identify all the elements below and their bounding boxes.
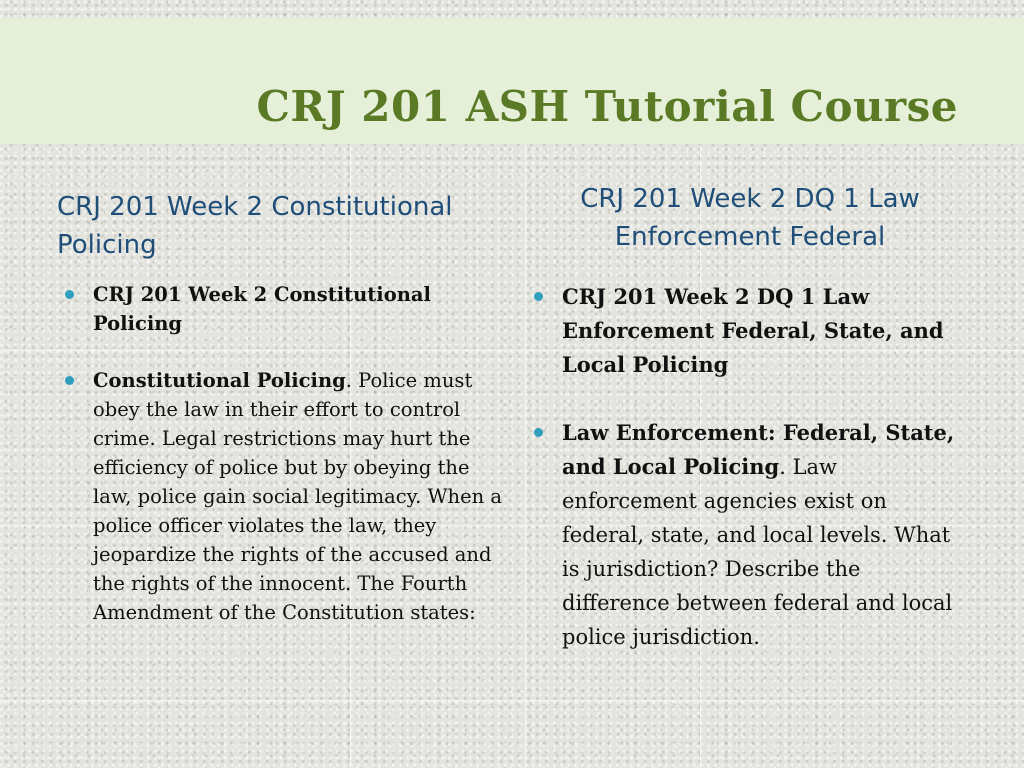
right-bullet-list: [530, 280, 970, 654]
right-column-heading: CRJ 201 Week 2 DQ 1 Law Enforcement Federal: [580, 184, 920, 252]
bullet-icon: [534, 428, 543, 437]
list-item: [57, 366, 507, 627]
bullet-icon: [65, 376, 74, 385]
left-bullet-list: [57, 280, 507, 627]
bullet-icon: [534, 292, 543, 301]
list-item: [530, 280, 970, 382]
bullet-bold-text: CRJ 201 Week 2 DQ 1 Law Enforcement Federal, State, and Local Policing: [562, 284, 944, 377]
slide-title: CRJ 201 ASH Tutorial Course: [256, 82, 958, 131]
list-item: [530, 416, 970, 654]
left-column-heading: CRJ 201 Week 2 Constitutional Policing: [57, 192, 453, 260]
list-item: [57, 280, 507, 338]
bullet-bold-text: Constitutional Policing: [93, 369, 346, 392]
background-grid-line: [0, 700, 1024, 701]
bullet-text: . Police must obey the law in their effort to control crime. Legal restrictions may hurt the efficiency of police but by obeying the law, police gain social legitimacy. When a police officer violates the law, they jeopardize the rights of the accused and the rights of the innocent. The Fourth Amendment of the Constitution states:: [93, 369, 503, 624]
right-column: [530, 180, 970, 688]
bullet-icon: [65, 290, 74, 299]
left-column: [57, 180, 507, 655]
bullet-bold-text: Law Enforcement: Federal, State, and Local Policing: [562, 420, 955, 479]
bullet-text: . Law enforcement agencies exist on federal, state, and local levels. What is jurisdiction? Describe the difference between federal and local police jurisdiction.: [562, 455, 953, 649]
background-grid-line: [525, 145, 526, 768]
bullet-bold-text: CRJ 201 Week 2 Constitutional Policing: [93, 283, 431, 335]
